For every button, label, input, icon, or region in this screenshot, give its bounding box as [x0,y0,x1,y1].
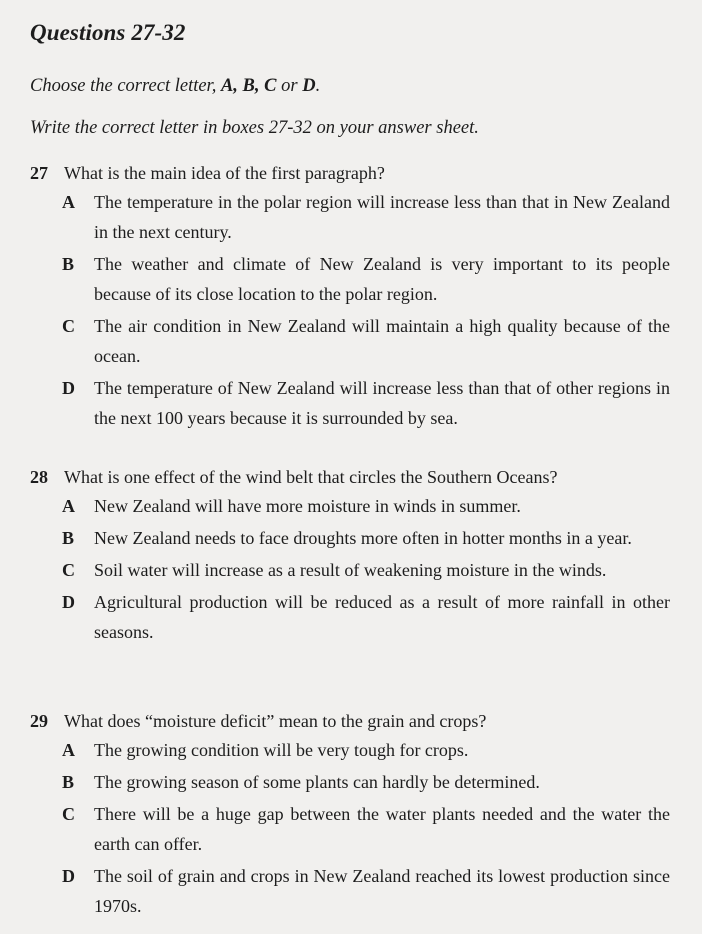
option-letter: D [62,378,75,398]
instruction-period: . [315,76,321,96]
option-text: The temperature of New Zealand will increase less than that of other regions in the next 100 years because it is surrounded by sea. [94,378,670,428]
question-text: What is one effect of the wind belt that circles the Southern Oceans? [64,467,558,487]
option-text: The weather and climate of New Zealand is very important to its people because of its close location to the polar region. [94,254,670,304]
option-b [62,249,670,309]
option-letter: A [62,192,75,212]
question-text: What is the main idea of the first paragraph? [64,163,385,183]
option-letter: D [62,866,75,886]
question-28 [30,465,670,647]
question-29 [30,709,670,921]
option-text: The growing season of some plants can hardly be determined. [94,772,540,792]
question-text: What does “moisture deficit” mean to the grain and crops? [64,711,487,731]
section-heading: Questions 27-32 [30,20,186,45]
option-text: The soil of grain and crops in New Zealand reached its lowest production since 1970s. [94,866,670,916]
question-stem [30,709,670,733]
option-text: The growing condition will be very tough for crops. [94,740,469,760]
instruction-prefix: Choose the correct letter, [30,76,221,96]
option-letter: B [62,254,75,274]
option-d [62,587,670,647]
option-d [62,373,670,433]
option-c [62,555,670,585]
option-a [62,187,670,247]
option-a [62,735,670,765]
option-text: Agricultural production will be reduced as a result of more rainfall in other seasons. [94,592,670,642]
option-c [62,799,670,859]
question-27 [30,161,670,433]
option-letter: C [62,804,75,824]
option-letter: B [62,772,75,792]
question-number: 29 [30,711,48,731]
instruction-last-letter: D [302,76,316,96]
option-letter: C [62,316,75,336]
question-stem [30,465,670,489]
option-b [62,767,670,797]
option-text: New Zealand needs to face droughts more often in hotter months in a year. [94,528,632,548]
option-letter: A [62,496,75,516]
option-text: The air condition in New Zealand will maintain a high quality because of the ocean. [94,316,670,366]
instruction-letters: A, B, C [220,76,277,96]
option-b [62,523,670,553]
option-text: New Zealand will have more moisture in winds in summer. [94,496,521,516]
option-a [62,491,670,521]
question-number: 27 [30,163,48,183]
option-d [62,861,670,921]
option-text: There will be a huge gap between the water plants needed and the water the earth can offer. [94,804,670,854]
instruction-answer-sheet: Write the correct letter in boxes 27-32 on your answer sheet. [30,118,479,138]
question-number: 28 [30,467,48,487]
option-letter: A [62,740,75,760]
option-text: Soil water will increase as a result of weakening moisture in the winds. [94,560,607,580]
option-c [62,311,670,371]
instruction-or: or [276,76,303,96]
option-letter: B [62,528,75,548]
option-letter: D [62,592,75,612]
question-stem [30,161,670,185]
option-text: The temperature in the polar region will increase less than that in New Zealand in the next century. [94,192,670,242]
option-letter: C [62,560,75,580]
instruction-choose-letter [30,76,320,97]
